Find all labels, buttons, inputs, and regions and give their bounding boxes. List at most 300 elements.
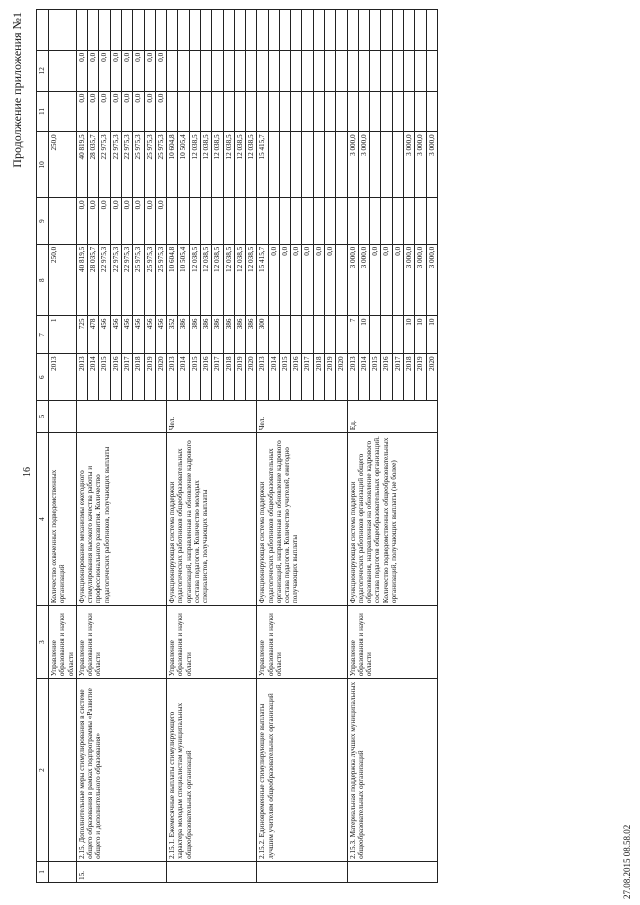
table-cell bbox=[358, 91, 369, 132]
executor: Управление образования и науки области bbox=[76, 606, 166, 679]
table-cell: 10 604,8 bbox=[167, 244, 178, 316]
table-cell: 2013 bbox=[49, 354, 77, 400]
column-number: 2 bbox=[37, 679, 49, 862]
table-cell bbox=[178, 91, 189, 132]
table-cell bbox=[370, 198, 381, 244]
table-cell bbox=[370, 132, 381, 198]
table-cell: 0,0 bbox=[76, 50, 87, 91]
table-cell: 2015 bbox=[189, 354, 200, 400]
table-cell: 2019 bbox=[415, 354, 426, 400]
table-cell: 0,0 bbox=[144, 91, 155, 132]
table-cell bbox=[336, 50, 347, 91]
table-cell: 2015 bbox=[370, 354, 381, 400]
table-cell: 386 bbox=[189, 316, 200, 354]
table-cell bbox=[200, 50, 211, 91]
table-cell: 10 bbox=[358, 316, 369, 354]
table-cell bbox=[325, 198, 336, 244]
table-cell bbox=[336, 198, 347, 244]
empty-cell bbox=[291, 10, 302, 51]
table-cell: 0,0 bbox=[302, 244, 313, 316]
indicator-text: Функционирующая система поддержки педагогических работников общеобразовательных организаций, направленная на обновление кадрового состава педагогов. Количество молодых специалистов, получающих выплаты bbox=[167, 433, 257, 606]
table-cell bbox=[325, 316, 336, 354]
empty-cell bbox=[178, 10, 189, 51]
empty-cell bbox=[404, 10, 415, 51]
empty-cell bbox=[313, 10, 324, 51]
table-body bbox=[49, 10, 438, 883]
table-cell bbox=[257, 50, 268, 91]
empty-cell bbox=[200, 10, 211, 51]
table-cell: 2020 bbox=[155, 354, 166, 400]
empty-cell bbox=[279, 10, 290, 51]
empty-cell bbox=[415, 10, 426, 51]
table-cell: 3 000,0 bbox=[404, 244, 415, 316]
table-cell: 25 975,3 bbox=[155, 132, 166, 198]
table-cell: 0,0 bbox=[392, 244, 403, 316]
table-row bbox=[49, 10, 77, 883]
empty-cell bbox=[302, 10, 313, 51]
table-cell bbox=[313, 91, 324, 132]
table-cell: 0,0 bbox=[88, 50, 99, 91]
table-cell: 0,0 bbox=[381, 244, 392, 316]
table-cell: 22 975,3 bbox=[121, 132, 132, 198]
table-cell bbox=[381, 91, 392, 132]
table-cell bbox=[392, 50, 403, 91]
empty-cell bbox=[189, 10, 200, 51]
table-cell: 2017 bbox=[392, 354, 403, 400]
table-cell: 0,0 bbox=[99, 91, 110, 132]
indicator-text: Функционирующая система поддержки педагогических работников общеобразовательных организаций, направленная на обновление кадрового состава педагогов. Количество учителей, ежегодно получающих выплаты bbox=[257, 433, 347, 606]
table-cell bbox=[392, 91, 403, 132]
table-cell bbox=[268, 316, 279, 354]
table-cell bbox=[223, 50, 234, 91]
column-number: 12 bbox=[37, 50, 49, 91]
table-cell: 2014 bbox=[358, 354, 369, 400]
row-number bbox=[257, 861, 347, 882]
table-cell bbox=[370, 50, 381, 91]
table-cell: 22 975,3 bbox=[99, 132, 110, 198]
table-cell: 0,0 bbox=[144, 50, 155, 91]
table-cell bbox=[313, 132, 324, 198]
table-cell bbox=[279, 198, 290, 244]
table-cell: 15 415,7 bbox=[257, 132, 268, 198]
column-number: 9 bbox=[37, 198, 49, 244]
table-cell bbox=[358, 198, 369, 244]
print-timestamp: 27.08.2015 08.58.02 bbox=[622, 824, 632, 899]
empty-cell bbox=[110, 10, 121, 51]
table-cell bbox=[189, 50, 200, 91]
table-cell: 2019 bbox=[234, 354, 245, 400]
table-cell: 25 975,3 bbox=[155, 244, 166, 316]
executor: Управление образования и науки области bbox=[167, 606, 257, 679]
table-cell bbox=[404, 91, 415, 132]
row-number bbox=[347, 861, 437, 882]
table-cell bbox=[268, 198, 279, 244]
table-cell: 3 000,0 bbox=[347, 132, 358, 198]
table-cell: 2018 bbox=[223, 354, 234, 400]
table-cell: 0,0 bbox=[99, 198, 110, 244]
row-number: 15. bbox=[76, 861, 166, 882]
table-cell: 2014 bbox=[268, 354, 279, 400]
table-cell bbox=[49, 50, 77, 91]
table-cell: 2015 bbox=[279, 354, 290, 400]
table-cell: 2019 bbox=[144, 354, 155, 400]
table-cell bbox=[279, 316, 290, 354]
table-cell bbox=[291, 316, 302, 354]
table-cell bbox=[49, 91, 77, 132]
table-cell: 0,0 bbox=[155, 198, 166, 244]
table-cell: 386 bbox=[200, 316, 211, 354]
table-cell: 0,0 bbox=[291, 244, 302, 316]
table-cell: 12 038,5 bbox=[212, 132, 223, 198]
table-cell: 386 bbox=[223, 316, 234, 354]
table-cell bbox=[325, 50, 336, 91]
table-cell bbox=[257, 91, 268, 132]
table-cell: 0,0 bbox=[279, 244, 290, 316]
table-cell bbox=[313, 50, 324, 91]
table-cell: 0,0 bbox=[133, 91, 144, 132]
table-cell: 3 000,0 bbox=[426, 132, 437, 198]
empty-cell bbox=[133, 10, 144, 51]
table-cell bbox=[336, 244, 347, 316]
table-cell: 2018 bbox=[133, 354, 144, 400]
row-number bbox=[49, 861, 77, 882]
table-cell bbox=[167, 198, 178, 244]
table-cell bbox=[426, 198, 437, 244]
table-cell bbox=[325, 91, 336, 132]
table-cell: 12 038,5 bbox=[212, 244, 223, 316]
table-cell bbox=[370, 316, 381, 354]
column-number: 10 bbox=[37, 132, 49, 198]
table-cell: 3 000,0 bbox=[358, 132, 369, 198]
table-cell: 2018 bbox=[313, 354, 324, 400]
table-cell bbox=[49, 198, 77, 244]
table-cell: 0,0 bbox=[325, 244, 336, 316]
table-cell: 25 975,3 bbox=[144, 244, 155, 316]
table-cell: 3 000,0 bbox=[358, 244, 369, 316]
table-cell bbox=[246, 50, 257, 91]
table-cell bbox=[234, 198, 245, 244]
column-number-row bbox=[37, 10, 49, 883]
table-cell: 456 bbox=[155, 316, 166, 354]
table-cell: 0,0 bbox=[110, 91, 121, 132]
empty-cell bbox=[347, 10, 358, 51]
table-cell: 300 bbox=[257, 316, 268, 354]
unit bbox=[49, 400, 77, 432]
table-cell bbox=[325, 132, 336, 198]
table-cell: 0,0 bbox=[268, 244, 279, 316]
table-cell bbox=[302, 132, 313, 198]
table-cell bbox=[404, 50, 415, 91]
table-cell: 456 bbox=[110, 316, 121, 354]
empty-cell bbox=[257, 10, 268, 51]
column-number: 8 bbox=[37, 244, 49, 316]
table-cell: 22 975,3 bbox=[99, 244, 110, 316]
table-cell: 12 038,5 bbox=[234, 244, 245, 316]
column-number: 1 bbox=[37, 861, 49, 882]
indicator-text: Количество охваченных подведомственных организаций bbox=[49, 433, 77, 606]
table-cell bbox=[302, 198, 313, 244]
table-cell: 12 038,5 bbox=[200, 132, 211, 198]
table-cell: 15 415,7 bbox=[257, 244, 268, 316]
table-cell: 478 bbox=[88, 316, 99, 354]
table-cell: 456 bbox=[121, 316, 132, 354]
table-cell: 10 505,4 bbox=[178, 132, 189, 198]
table-cell: 386 bbox=[178, 316, 189, 354]
table-cell: 456 bbox=[133, 316, 144, 354]
empty-cell bbox=[223, 10, 234, 51]
table-cell: 2020 bbox=[246, 354, 257, 400]
table-cell bbox=[313, 198, 324, 244]
empty-cell bbox=[49, 10, 77, 51]
table-cell bbox=[313, 316, 324, 354]
table-cell: 12 038,5 bbox=[246, 244, 257, 316]
table-cell bbox=[302, 50, 313, 91]
empty-cell bbox=[212, 10, 223, 51]
table-cell bbox=[291, 198, 302, 244]
table-cell bbox=[279, 91, 290, 132]
measure-name: 2.15.3. Материальная поддержка лучших муниципальных общеобразовательных организаций bbox=[347, 679, 437, 862]
table-cell bbox=[370, 91, 381, 132]
measure-name: 2.15.1. Ежемесячные выплаты стимулирующего характера молодым специалистам муниципальных общеобразовательных организаций bbox=[167, 679, 257, 862]
empty-cell bbox=[155, 10, 166, 51]
table-cell: 2018 bbox=[404, 354, 415, 400]
table-cell: 0,0 bbox=[76, 198, 87, 244]
table-cell: 2017 bbox=[212, 354, 223, 400]
page-number: 16 bbox=[22, 467, 33, 477]
table-cell bbox=[212, 198, 223, 244]
table-cell bbox=[223, 91, 234, 132]
table-cell: 0,0 bbox=[155, 91, 166, 132]
table-cell: 0,0 bbox=[110, 50, 121, 91]
table-cell: 3 000,0 bbox=[347, 244, 358, 316]
table-cell bbox=[336, 316, 347, 354]
table-cell bbox=[279, 50, 290, 91]
table-cell: 0,0 bbox=[121, 91, 132, 132]
empty-cell bbox=[76, 10, 87, 51]
table-cell: 12 038,5 bbox=[189, 132, 200, 198]
table-cell bbox=[234, 91, 245, 132]
table-cell bbox=[381, 198, 392, 244]
table-cell: 0,0 bbox=[88, 198, 99, 244]
table-cell: 7 bbox=[347, 316, 358, 354]
table-cell bbox=[302, 316, 313, 354]
table-cell bbox=[392, 316, 403, 354]
column-number: 7 bbox=[37, 316, 49, 354]
table-cell: 386 bbox=[234, 316, 245, 354]
table-cell bbox=[302, 91, 313, 132]
table-cell: 12 038,5 bbox=[246, 132, 257, 198]
table-cell bbox=[178, 50, 189, 91]
indicator-text: Функционирование механизмы ежегодного стимулирования высокого качества работы и профессионального развития. Количество педагогических работников, получающих выплаты bbox=[76, 433, 166, 606]
table-cell: 3 000,0 bbox=[415, 132, 426, 198]
empty-cell bbox=[144, 10, 155, 51]
table-cell: 0,0 bbox=[144, 198, 155, 244]
measure-name: 2.15. Дополнительные меры стимулирования в системе общего образования в рамках подпрограммы «Развитие общего и дополнительного образования» bbox=[76, 679, 166, 862]
table-cell: 2020 bbox=[336, 354, 347, 400]
table-cell: 0,0 bbox=[110, 198, 121, 244]
table-row bbox=[257, 10, 268, 883]
table-cell: 10 604,8 bbox=[167, 132, 178, 198]
table-cell: 0,0 bbox=[133, 198, 144, 244]
empty-cell bbox=[268, 10, 279, 51]
table-cell bbox=[268, 132, 279, 198]
table-cell bbox=[415, 91, 426, 132]
empty-cell bbox=[370, 10, 381, 51]
table-cell: 2016 bbox=[200, 354, 211, 400]
table-cell bbox=[212, 91, 223, 132]
table-row bbox=[76, 10, 87, 883]
table-cell: 2017 bbox=[121, 354, 132, 400]
table-cell bbox=[223, 198, 234, 244]
table-cell: 12 038,5 bbox=[200, 244, 211, 316]
indicator-text: Функционирующая система поддержки педагогических работников организаций общего образования, направленная на обновление кадрового состава педагогов общеобразовательных организаций. Количество подведомственных общеобразовательных организаций, получающих выплаты (не более) bbox=[347, 433, 437, 606]
table-cell bbox=[200, 91, 211, 132]
table-cell: 725 bbox=[76, 316, 87, 354]
table-cell bbox=[336, 91, 347, 132]
table-cell: 25 975,3 bbox=[133, 132, 144, 198]
table-cell: 2020 bbox=[426, 354, 437, 400]
table-cell: 10 505,4 bbox=[178, 244, 189, 316]
measure-name: 2.15.2. Единовременные стимулирующие выплаты лучшим учителям общеобразовательных организаций bbox=[257, 679, 347, 862]
unit: Чел. bbox=[257, 400, 347, 432]
column-number: 4 bbox=[37, 433, 49, 606]
continuation-header: Продолжение приложения №1 bbox=[10, 12, 24, 168]
table-cell: 2013 bbox=[347, 354, 358, 400]
table-cell bbox=[358, 50, 369, 91]
table-cell: 0,0 bbox=[88, 91, 99, 132]
column-number: 3 bbox=[37, 606, 49, 679]
table-cell: 25 975,3 bbox=[144, 132, 155, 198]
executor: Управление образования и науки области bbox=[257, 606, 347, 679]
table-cell: 386 bbox=[246, 316, 257, 354]
table-cell bbox=[279, 132, 290, 198]
table-cell bbox=[268, 91, 279, 132]
empty-cell bbox=[121, 10, 132, 51]
table-cell bbox=[415, 198, 426, 244]
table-cell: 2013 bbox=[257, 354, 268, 400]
table-cell bbox=[246, 198, 257, 244]
table-cell: 456 bbox=[99, 316, 110, 354]
table-cell: 22 975,3 bbox=[110, 132, 121, 198]
table-cell bbox=[246, 91, 257, 132]
column-number: 6 bbox=[37, 354, 49, 400]
table-cell bbox=[381, 132, 392, 198]
table-cell: 0,0 bbox=[121, 50, 132, 91]
table-cell bbox=[234, 50, 245, 91]
table-cell: 12 038,5 bbox=[234, 132, 245, 198]
table-cell bbox=[167, 50, 178, 91]
table-cell: 10 bbox=[415, 316, 426, 354]
table-cell: 2014 bbox=[178, 354, 189, 400]
table-cell: 2014 bbox=[88, 354, 99, 400]
empty-cell bbox=[426, 10, 437, 51]
table-cell: 2016 bbox=[381, 354, 392, 400]
table-cell: 2019 bbox=[325, 354, 336, 400]
column-number: 5 bbox=[37, 400, 49, 432]
empty-cell bbox=[392, 10, 403, 51]
table-cell: 10 bbox=[426, 316, 437, 354]
table-cell: 10 bbox=[404, 316, 415, 354]
table-cell bbox=[189, 91, 200, 132]
table-cell bbox=[347, 198, 358, 244]
empty-cell bbox=[246, 10, 257, 51]
unit: Чел. bbox=[167, 400, 257, 432]
table-cell bbox=[189, 198, 200, 244]
unit bbox=[76, 400, 166, 432]
empty-cell bbox=[167, 10, 178, 51]
table-cell bbox=[415, 50, 426, 91]
column-number bbox=[37, 10, 49, 51]
table-cell: 25 975,3 bbox=[133, 244, 144, 316]
table-cell bbox=[426, 50, 437, 91]
table-cell: 0,0 bbox=[370, 244, 381, 316]
table-cell bbox=[268, 50, 279, 91]
empty-cell bbox=[336, 10, 347, 51]
table-cell bbox=[347, 50, 358, 91]
table-cell: 2016 bbox=[291, 354, 302, 400]
table-row bbox=[347, 10, 358, 883]
table-cell bbox=[167, 91, 178, 132]
row-number bbox=[167, 861, 257, 882]
table-cell bbox=[291, 50, 302, 91]
table-cell: 2017 bbox=[302, 354, 313, 400]
table-cell bbox=[257, 198, 268, 244]
table-cell: 352 bbox=[167, 316, 178, 354]
empty-cell bbox=[381, 10, 392, 51]
table-cell: 2013 bbox=[76, 354, 87, 400]
table-cell: 2013 bbox=[167, 354, 178, 400]
table-cell bbox=[291, 132, 302, 198]
table-cell bbox=[426, 91, 437, 132]
table-cell: 12 038,5 bbox=[223, 132, 234, 198]
table-cell: 3 000,0 bbox=[404, 132, 415, 198]
table-cell: 40 819,5 bbox=[76, 244, 87, 316]
program-table bbox=[36, 9, 438, 883]
measure-name bbox=[49, 679, 77, 862]
table-cell: 3 000,0 bbox=[426, 244, 437, 316]
table-cell: 1 bbox=[49, 316, 77, 354]
column-number: 11 bbox=[37, 91, 49, 132]
executor: Управление образования и науки области bbox=[49, 606, 77, 679]
table-cell bbox=[336, 132, 347, 198]
table-cell: 0,0 bbox=[155, 50, 166, 91]
table-cell: 12 038,5 bbox=[223, 244, 234, 316]
table-cell: 0,0 bbox=[313, 244, 324, 316]
table-cell: 456 bbox=[144, 316, 155, 354]
table-cell: 22 975,3 bbox=[121, 244, 132, 316]
table-cell: 0,0 bbox=[133, 50, 144, 91]
table-cell: 250,0 bbox=[49, 244, 77, 316]
table-cell: 3 000,0 bbox=[415, 244, 426, 316]
table-row bbox=[167, 10, 178, 883]
table-cell: 40 819,5 bbox=[76, 132, 87, 198]
unit: Ед. bbox=[347, 400, 437, 432]
table-cell bbox=[392, 132, 403, 198]
table-cell: 12 038,5 bbox=[189, 244, 200, 316]
table-cell: 0,0 bbox=[121, 198, 132, 244]
executor: Управление образования и науки области bbox=[347, 606, 437, 679]
table-cell bbox=[291, 91, 302, 132]
empty-cell bbox=[234, 10, 245, 51]
table-cell: 28 035,7 bbox=[88, 132, 99, 198]
table-cell: 22 975,3 bbox=[110, 244, 121, 316]
table-cell bbox=[381, 50, 392, 91]
table-cell bbox=[212, 50, 223, 91]
empty-cell bbox=[99, 10, 110, 51]
empty-cell bbox=[358, 10, 369, 51]
table-cell: 250,0 bbox=[49, 132, 77, 198]
table-cell: 386 bbox=[212, 316, 223, 354]
